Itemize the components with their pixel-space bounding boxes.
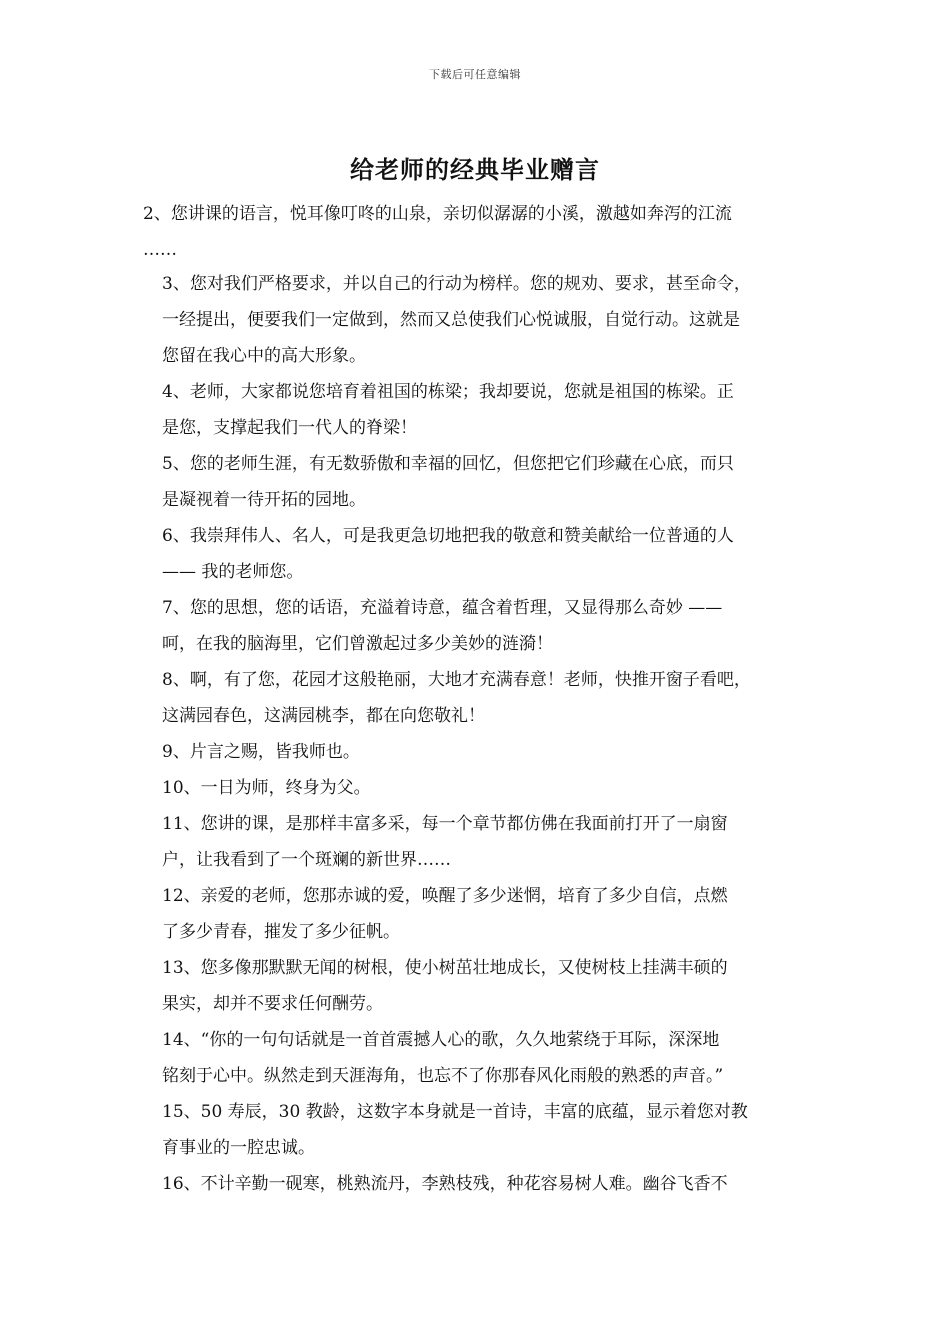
text-line: 5、您的老师生涯，有无数骄傲和幸福的回忆，但您把它们珍藏在心底，而只 [162, 454, 734, 474]
text-line: 10、一日为师，终身为父。 [162, 778, 371, 798]
text-line: 您留在我心中的高大形象。 [162, 346, 366, 366]
paragraph-4 [143, 374, 815, 446]
paragraph-13 [143, 950, 815, 1022]
text-line: …… [143, 240, 177, 260]
text-line: 2、您讲课的语言，悦耳像叮咚的山泉，亲切似潺潺的小溪，激越如奔泻的江流 [143, 204, 732, 224]
paragraph-12 [143, 878, 815, 950]
paragraph-3 [143, 266, 815, 374]
text-line: 是凝视着一待开拓的园地。 [162, 490, 366, 510]
text-line: 9、片言之赐，皆我师也。 [162, 742, 360, 762]
paragraph-2 [143, 196, 815, 266]
paragraph-8 [143, 662, 815, 734]
paragraph-14 [143, 1022, 815, 1094]
document-body [143, 196, 815, 1202]
text-line: 16、不计辛勤一砚寒，桃熟流丹，李熟枝残，种花容易树人难。幽谷飞香不 [162, 1174, 728, 1194]
document-title: 给老师的经典毕业赠言 [350, 155, 600, 184]
paragraph-9 [143, 734, 815, 770]
text-line: 这满园春色，这满园桃李，都在向您敬礼！ [162, 706, 485, 726]
text-line: 14、“你的一句句话就是一首首震撼人心的歌，久久地萦绕于耳际，深深地 [162, 1030, 720, 1050]
text-line: 6、我崇拜伟人、名人，可是我更急切地把我的敬意和赞美献给一位普通的人 [162, 526, 734, 546]
text-line: 育事业的一腔忠诚。 [162, 1138, 315, 1158]
text-line: 12、亲爱的老师，您那赤诚的爱，唤醒了多少迷惘，培育了多少自信，点燃 [162, 886, 728, 906]
header-note: 下载后可任意编辑 [429, 68, 521, 81]
text-line: 7、您的思想，您的话语，充溢着诗意，蕴含着哲理，又显得那么奇妙 —— [162, 598, 723, 618]
text-line: —— 我的老师您。 [162, 562, 304, 582]
text-line: 是您，支撑起我们一代人的脊梁！ [162, 418, 417, 438]
text-line: 呵，在我的脑海里，它们曾激起过多少美妙的涟漪！ [162, 634, 553, 654]
text-line: 11、您讲的课，是那样丰富多采，每一个章节都仿佛在我面前打开了一扇窗 [162, 814, 728, 834]
text-line: 3、您对我们严格要求，并以自己的行动为榜样。您的规劝、要求，甚至命令， [162, 274, 751, 294]
paragraph-16 [143, 1166, 815, 1202]
paragraph-15 [143, 1094, 815, 1166]
text-line: 了多少青春，摧发了多少征帆。 [162, 922, 400, 942]
text-line: 铭刻于心中。纵然走到天涯海角，也忘不了你那春风化雨般的熟悉的声音。” [162, 1066, 724, 1086]
text-line: 户，让我看到了一个斑斓的新世界…… [162, 850, 451, 870]
paragraph-6 [143, 518, 815, 590]
paragraph-5 [143, 446, 815, 518]
text-line: 8、啊，有了您，花园才这般艳丽，大地才充满春意！老师，快推开窗子看吧， [162, 670, 751, 690]
paragraph-10 [143, 770, 815, 806]
paragraph-11 [143, 806, 815, 878]
paragraph-7 [143, 590, 815, 662]
text-line: 果实，却并不要求任何酬劳。 [162, 994, 383, 1014]
text-line: 13、您多像那默默无闻的树根，使小树茁壮地成长，又使树枝上挂满丰硕的 [162, 958, 728, 978]
text-line: 15、50 寿辰，30 教龄，这数字本身就是一首诗，丰富的底蕴，显示着您对教 [162, 1102, 748, 1122]
text-line: 4、老师，大家都说您培育着祖国的栋梁；我却要说，您就是祖国的栋梁。正 [162, 382, 734, 402]
text-line: 一经提出，便要我们一定做到，然而又总使我们心悦诚服，自觉行动。这就是 [162, 310, 740, 330]
